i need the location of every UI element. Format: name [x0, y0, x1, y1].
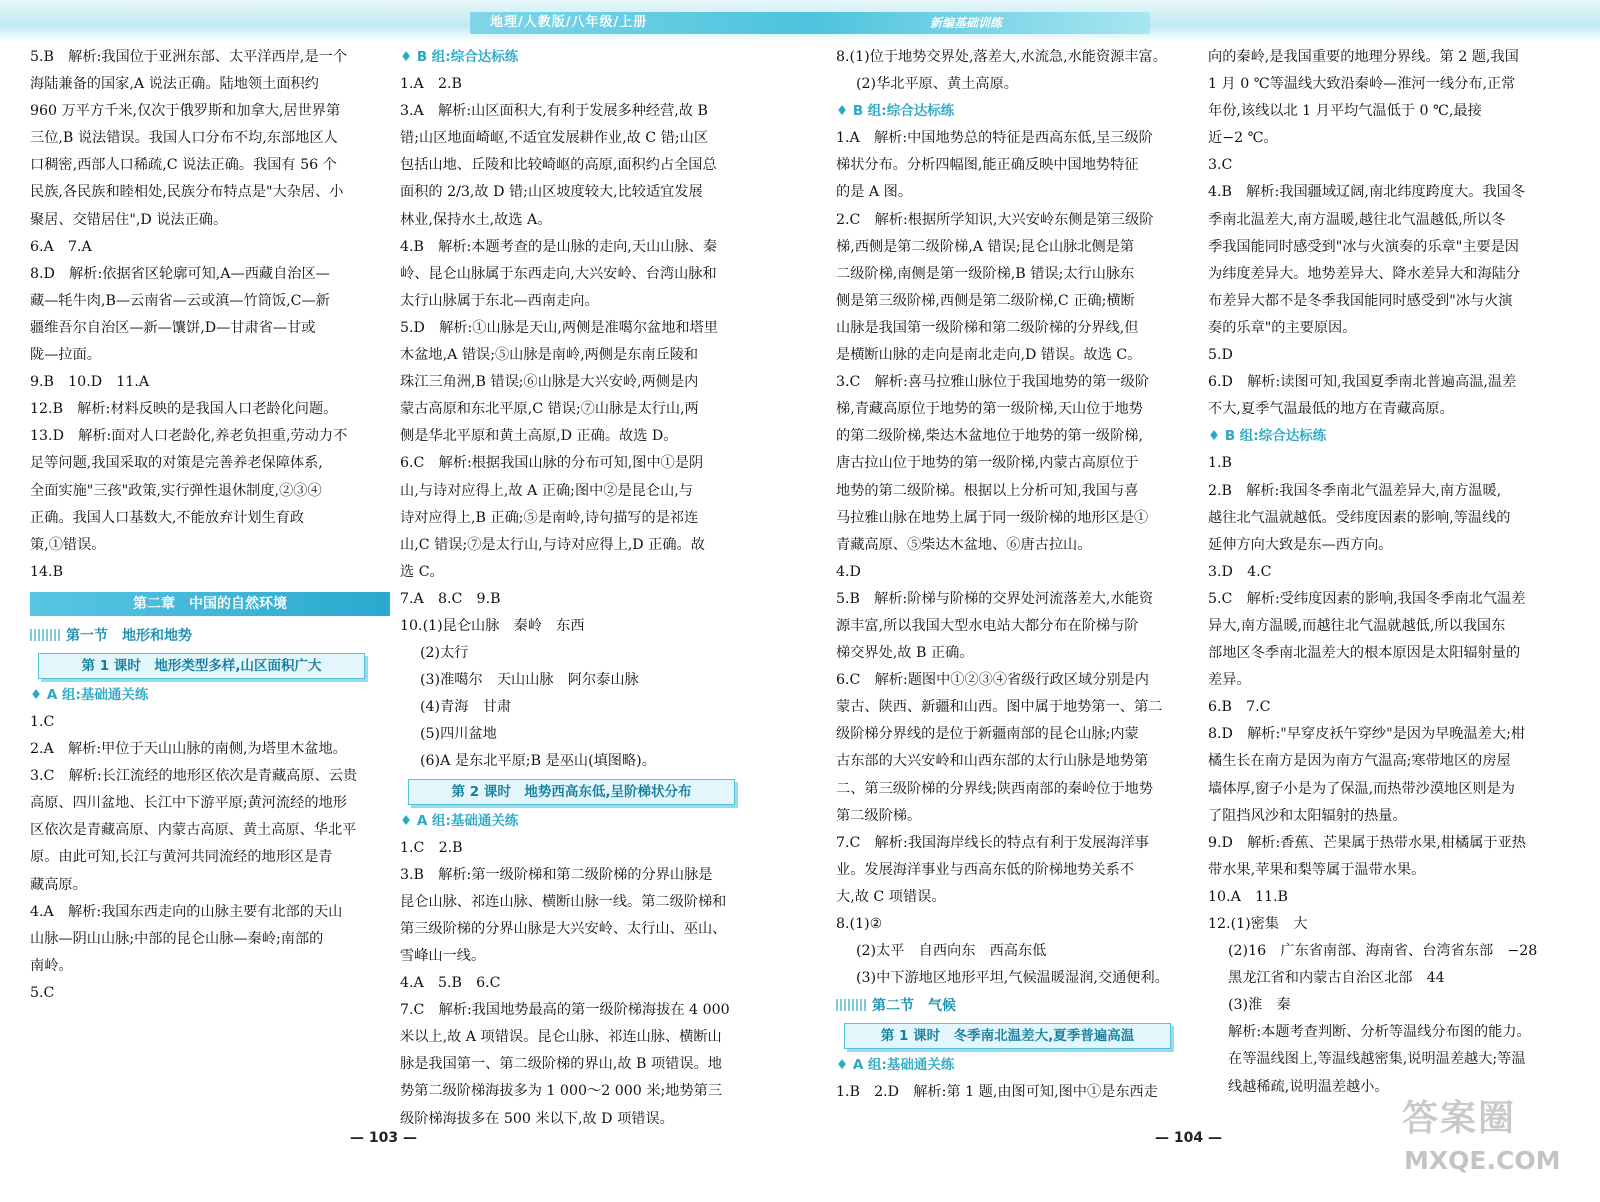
answer-line: 第二级阶梯。: [836, 807, 922, 824]
section-heading-1: [30, 622, 390, 650]
answer-line: 的第二级阶梯,柴达木盆地位于地势的第一级阶梯,: [836, 428, 1143, 445]
column-2: [400, 44, 762, 1133]
answer-line: 脉是我国第一、第二级阶梯的界山,故 B 项错误。地: [400, 1056, 722, 1073]
page-header-band: [0, 0, 1600, 42]
answer-line: 岭、昆仑山脉属于东西走向,大兴安岭、台湾山脉和: [400, 265, 717, 282]
answer-line: 藏高原。: [30, 876, 87, 893]
section-heading-2: [836, 992, 1194, 1020]
answer-line: 足等问题,我国采取的对策是完善养老保障体系,: [30, 455, 323, 472]
answer-line: 8.D 解析:"早穿皮袄午穿纱"是因为早晚温差大;柑: [1208, 726, 1526, 743]
answer-line: (4)青海 甘肃: [420, 699, 512, 716]
lesson-heading-1: 第 1 课时 地形类型多样,山区面积广大: [38, 653, 365, 679]
answer-line: 青藏高原、⑤柴达木盆地、⑥唐古拉山。: [836, 536, 1092, 553]
answer-line: 季我国能同时感受到"冰与火演奏的乐章"主要是因: [1208, 238, 1519, 255]
group-b-label-3: B 组:综合达标练: [1224, 428, 1327, 445]
answer-line: 橘生长在南方是因为南方气温高;寒带地区的房屋: [1208, 753, 1511, 770]
answer-line: 山脉—阴山山脉;中部的昆仑山脉—秦岭;南部的: [30, 930, 324, 947]
col1-answers: [30, 44, 390, 586]
answer-line: 9.B 10.D 11.A: [30, 374, 150, 391]
col1b-answers: [30, 709, 390, 1007]
answer-line: 年份,该线以北 1 月平均气温低于 0 ℃,最接: [1208, 103, 1482, 120]
answer-line: 季南北温差大,南方温暖,越往北气温越低,所以冬: [1208, 211, 1506, 228]
answer-line: 8.(1)位于地势交界处,落差大,水流急,水能资源丰富。: [836, 49, 1167, 65]
answer-line: 3.A 解析:山区面积大,有利于发展多种经营,故 B: [400, 103, 708, 120]
answer-line: 5.C 解析:受纬度因素的影响,我国冬季南北气温差: [1208, 590, 1526, 607]
answer-line: 马拉雅山脉在地势上属于同一级阶梯的地形区是①: [836, 509, 1149, 526]
group-a-label-3: A 组:基础通关练: [852, 1057, 955, 1074]
answer-line: 2.C 解析:根据所学知识,大兴安岭东侧是第三级阶: [836, 211, 1154, 228]
answer-line: 5.D 解析:①山脉是天山,两侧是准噶尔盆地和塔里: [400, 319, 718, 336]
section-title-1: 第一节 地形和地势: [66, 627, 192, 644]
answer-line: 南岭。: [30, 957, 73, 974]
answer-line: 为纬度差异大。地势差异大、降水差异大和海陆分: [1208, 265, 1521, 282]
answer-line: 4.B 解析:我国疆域辽阔,南北纬度跨度大。我国冬: [1208, 184, 1526, 201]
group-b-heading: ♦ B 组:综合达标练: [400, 49, 519, 65]
answer-line: 三位,B 说法错误。我国人口分布不均,东部地区人: [30, 130, 338, 147]
group-b-label-2: B 组:综合达标练: [852, 103, 955, 120]
answer-line: 第三级阶梯的分界山脉是大兴安岭、太行山、巫山、: [400, 920, 727, 937]
answer-line: 5.D: [1208, 347, 1233, 364]
answer-line: 6.B 7.C: [1208, 699, 1271, 716]
book-brand: 新编基础训练: [930, 16, 1003, 30]
answer-line: 异大,南方温暖,而越往北气温就越低,所以我国东: [1208, 617, 1506, 634]
chapter-heading: 第二章 中国的自然环境: [30, 592, 390, 616]
answer-line: 山,与诗对应得上,故 A 正确;图中②是昆仑山,与: [400, 482, 693, 499]
answer-line: 二级阶梯,南侧是第一级阶梯,B 错误;太行山脉东: [836, 265, 1135, 282]
answer-line: 10.A 11.B: [1208, 888, 1288, 905]
answer-line: 7.C 解析:我国地势最高的第一级阶梯海拔在 4 000: [400, 1002, 730, 1019]
answer-line: 雪峰山一线。: [400, 948, 486, 964]
answer-line: 1.C 2.B: [400, 839, 463, 856]
col3a-indented: [836, 71, 1194, 98]
answer-line: (2)太平 自西向东 西高东低: [856, 943, 1047, 960]
answer-line: 区依次是青藏高原、内蒙古高原、黄土高原、华北平: [30, 822, 357, 839]
answer-line: (2)16 广东省南部、海南省、台湾省东部 −28: [1228, 943, 1538, 960]
answer-line: 原。由此可知,长江与黄河共同流经的地形区是青: [30, 849, 333, 866]
answer-line: (3)中下游地区地形平坦,气候温暖湿润,交通便利。: [856, 970, 1169, 987]
page-number-right: — 104 —: [1155, 1130, 1222, 1146]
answer-line: 4.B 解析:本题考查的是山脉的走向,天山山脉、秦: [400, 238, 718, 255]
answer-line: 6.C 解析:根据我国山脉的分布可知,图中①是阴: [400, 455, 704, 472]
watermark-bottom: MXQE.COM: [1404, 1146, 1561, 1175]
watermark-top: 答案圈: [1402, 1098, 1517, 1139]
col3c-answers: [836, 1079, 1194, 1106]
answer-line: 1 月 0 ℃等温线大致沿秦岭—淮河一线分布,正常: [1208, 76, 1516, 93]
answer-line: 14.B: [30, 563, 63, 580]
answer-line: 1.A 解析:中国地势总的特征是西高东低,呈三级阶: [836, 130, 1153, 147]
group-a-label-2: A 组:基础通关练: [416, 812, 519, 829]
answer-line: 蒙古高原和东北平原,C 错误;⑦山脉是太行山,两: [400, 401, 699, 418]
lesson-heading-2: 第 2 课时 地势西高东低,呈阶梯状分布: [408, 779, 735, 805]
answer-line: 部地区冬季南北温差大的根本原因是太阳辐射量的: [1208, 645, 1521, 662]
answer-line: 8.(1)②: [836, 916, 883, 932]
answer-line: 延伸方向大致是东—西方向。: [1208, 536, 1393, 553]
section-title-2: 第二节 气候: [872, 998, 956, 1015]
answer-line: 墙体厚,窗子小是为了保温,而热带沙漠地区则是为: [1208, 780, 1515, 797]
answer-line: 级阶梯分界线的是位于新疆南部的昆仑山脉;内蒙: [836, 726, 1139, 743]
column-3: [836, 44, 1194, 1106]
answer-line: 梯交界处,故 B 正确。: [836, 645, 974, 662]
answer-line: 在等温线图上,等温线越密集,说明温差越大;等温: [1228, 1051, 1526, 1068]
answer-line: 侧是第三级阶梯,西侧是第二级阶梯,C 正确;横断: [836, 292, 1135, 309]
answer-line: 差异。: [1208, 672, 1251, 689]
column-4: [1208, 44, 1568, 1101]
answer-line: 诗对应得上,B 正确;⑤是南岭,诗句描写的是祁连: [400, 509, 699, 526]
answer-line: (3)准噶尔 天山山脉 阿尔泰山脉: [420, 672, 639, 689]
answer-line: 侧是华北平原和黄土高原,D 正确。故选 D。: [400, 428, 678, 445]
answer-line: 5.B 解析:我国位于亚洲东部、太平洋西岸,是一个: [30, 49, 348, 65]
group-b-heading-2: ♦ B 组:综合达标练: [836, 103, 955, 120]
answer-line: (5)四川盆地: [420, 726, 497, 743]
answer-line: 12.(1)密集 大: [1208, 916, 1308, 932]
answer-line: 2.B 解析:我国冬季南北气温差异大,南方温暖,: [1208, 482, 1502, 499]
answer-line: 向的秦岭,是我国重要的地理分界线。第 2 题,我国: [1208, 49, 1519, 65]
col2a-answers: [400, 71, 762, 640]
answer-line: 高原、四川盆地、长江中下游平原;黄河流经的地形: [30, 795, 347, 812]
answer-line: 级阶梯海拔多在 500 米以下,故 D 项错误。: [400, 1110, 674, 1127]
lesson-heading-3: 第 1 课时 冬季南北温差大,夏季普遍高温: [844, 1023, 1171, 1049]
answer-line: 昆仑山脉、祁连山脉、横断山脉一线。第二级阶梯和: [400, 893, 727, 910]
group-b-label: B 组:综合达标练: [416, 49, 519, 65]
answer-line: (2)太行: [420, 645, 469, 662]
answer-line: 蒙古、陕西、新疆和山西。图中属于地势第一、第二: [836, 699, 1163, 716]
answer-line: 奏的乐章"的主要原因。: [1208, 319, 1357, 336]
answer-line: 源丰富,所以我国大型水电站大都分布在阶梯与阶: [836, 617, 1139, 634]
watermark-logo: [1402, 1090, 1572, 1186]
answer-line: 珠江三角洲,B 错误;⑥山脉是大兴安岭,两侧是内: [400, 374, 699, 391]
col4-indented: [1208, 938, 1568, 1101]
answer-line: 是横断山脉的走向是南北走向,D 错误。故选 C。: [836, 347, 1142, 364]
answer-line: 不大,夏季气温最低的地方在青藏高原。: [1208, 401, 1454, 418]
answer-line: 5.C: [30, 984, 55, 1001]
answer-line: 古东部的大兴安岭和山西东部的太行山脉是地势第: [836, 753, 1149, 770]
answer-line: 5.B 解析:阶梯与阶梯的交界处河流落差大,水能资: [836, 590, 1154, 607]
col3b-answers: [836, 125, 1194, 938]
answer-line: 6.D 解析:读图可知,我国夏季南北普遍高温,温差: [1208, 374, 1517, 391]
group-b-heading-3: ♦ B 组:综合达标练: [1208, 428, 1327, 445]
answer-line: 4.A 5.B 6.C: [400, 975, 501, 992]
answer-line: 民族,各民族和睦相处,民族分布特点是"大杂居、小: [30, 184, 344, 201]
answer-line: 3.C: [1208, 157, 1233, 174]
answer-line: 大,故 C 项错误。: [836, 888, 946, 905]
section-bars-icon: [30, 629, 60, 641]
answer-line: 带水果,苹果和梨等属于温带水果。: [1208, 861, 1426, 878]
answer-line: 7.C 解析:我国海岸线长的特点有利于发展海洋事: [836, 834, 1149, 851]
answer-line: 选 C。: [400, 563, 444, 580]
answer-line: 的是 A 图。: [836, 184, 913, 201]
col4a-answers: [1208, 44, 1568, 423]
group-a-heading-2: ♦ A 组:基础通关练: [400, 812, 519, 829]
answer-line: 4.D: [836, 563, 861, 580]
answer-line: 山,C 错误;⑦是太行山,与诗对应得上,D 正确。故: [400, 536, 705, 553]
answer-line: 梯,青藏高原位于地势的第一级阶梯,天山位于地势: [836, 401, 1143, 418]
answer-line: 二、第三级阶梯的分界线;陕西南部的秦岭位于地势: [836, 780, 1153, 797]
answer-line: 海陆兼备的国家,A 说法正确。陆地领土面积约: [30, 76, 319, 93]
answer-line: 3.C 解析:长江流经的地形区依次是青藏高原、云贵: [30, 768, 358, 785]
answer-line: 了阻挡风沙和太阳辐射的热量。: [1208, 807, 1407, 824]
answer-line: 3.D 4.C: [1208, 563, 1272, 580]
answer-line: 2.A 解析:甲位于天山山脉的南侧,为塔里木盆地。: [30, 741, 347, 758]
answer-line: 疆维吾尔自治区—新—馕饼,D—甘肃省—甘或: [30, 319, 316, 336]
answer-line: 太行山脉属于东北—西南走向。: [400, 292, 599, 309]
book-title: 地理/人教版/八年级/上册: [490, 15, 648, 30]
answer-line: (2)华北平原、黄土高原。: [856, 76, 1018, 93]
answer-line: (6)A 是东北平原;B 是巫山(填图略)。: [420, 753, 656, 770]
answer-line: 面积的 2/3,故 D 错;山区坡度较大,比较适宜发展: [400, 184, 703, 201]
answer-line: 正确。我国人口基数大,不能放弃计划生育政: [30, 509, 305, 526]
col2b-answers: [400, 835, 762, 1133]
answer-line: 策,①错误。: [30, 536, 106, 553]
answer-line: 黑龙江省和内蒙古自治区北部 44: [1228, 970, 1445, 987]
col4b-answers: [1208, 450, 1568, 938]
answer-line: 7.A 8.C 9.B: [400, 590, 501, 607]
answer-line: 4.A 解析:我国东西走向的山脉主要有北部的天山: [30, 903, 343, 920]
answer-line: 米以上,故 A 项错误。昆仑山脉、祁连山脉、横断山: [400, 1029, 722, 1046]
page-number-left: — 103 —: [350, 1130, 417, 1146]
col3a-answers: [836, 44, 1194, 71]
answer-line: 9.D 解析:香蕉、芒果属于热带水果,柑橘属于亚热: [1208, 834, 1526, 851]
answer-line: 12.B 解析:材料反映的是我国人口老龄化问题。: [30, 401, 338, 418]
col3b-indented: [836, 938, 1194, 992]
answer-line: 地势的第二级阶梯。根据以上分析可知,我国与喜: [836, 482, 1139, 499]
section-bars-icon-2: [836, 999, 866, 1011]
answer-line: 3.C 解析:喜马拉雅山脉位于我国地势的第一级阶: [836, 374, 1149, 391]
answer-line: 6.C 解析:题图中①②③④省级行政区域分别是内: [836, 672, 1149, 689]
answer-line: 梯,西侧是第二级阶梯,A 错误;昆仑山脉北侧是第: [836, 238, 1135, 255]
group-a-label: A 组:基础通关练: [46, 686, 149, 703]
answer-line: 包括山地、丘陵和比较崎岖的高原,面积约占全国总: [400, 157, 717, 174]
answer-line: 错;山区地面崎岖,不适宜发展耕作业,故 C 错;山区: [400, 130, 709, 147]
answer-line: 陇—拉面。: [30, 347, 101, 364]
answer-line: 10.(1)昆仑山脉 秦岭 东西: [400, 617, 585, 634]
answer-line: 势第二级阶梯海拔多为 1 000～2 000 米;地势第三: [400, 1083, 723, 1100]
answer-line: 梯状分布。分析四幅图,能正确反映中国地势特征: [836, 157, 1139, 174]
answer-line: 唐古拉山位于地势的第一级阶梯,内蒙古高原位于: [836, 455, 1139, 472]
col2-indented-answers: [400, 640, 762, 775]
answer-line: 解析:本题考查判断、分析等温线分布图的能力。: [1228, 1024, 1531, 1041]
answer-line: (3)淮 秦: [1228, 997, 1291, 1014]
answer-line: 木盆地,A 错误;⑤山脉是南岭,两侧是东南丘陵和: [400, 347, 699, 364]
answer-line: 6.A 7.A: [30, 238, 92, 255]
answer-line: 13.D 解析:面对人口老龄化,养老负担重,劳动力不: [30, 428, 348, 445]
answer-line: 1.B 2.D 解析:第 1 题,由图可知,图中①是东西走: [836, 1084, 1158, 1101]
answer-line: 山脉是我国第一级阶梯和第二级阶梯的分界线,但: [836, 319, 1139, 336]
answer-line: 林业,保持水土,故选 A。: [400, 211, 552, 228]
answer-line: 8.D 解析:依据省区轮廓可知,A—西藏自治区—: [30, 265, 330, 282]
answer-line: 960 万平方千米,仅次于俄罗斯和加拿大,居世界第: [30, 103, 341, 120]
answer-line: 布差异大都不是冬季我国能同时感受到"冰与火演: [1208, 292, 1513, 309]
answer-line: 越往北气温就越低。受纬度因素的影响,等温线的: [1208, 509, 1511, 526]
answer-line: 口稠密,西部人口稀疏,C 说法正确。我国有 56 个: [30, 157, 337, 174]
group-a-heading: ♦ A 组:基础通关练: [30, 686, 149, 703]
column-1: [30, 44, 390, 1007]
answer-line: 1.B: [1208, 455, 1232, 472]
answer-line: 1.A 2.B: [400, 76, 462, 93]
answer-line: 1.C: [30, 713, 55, 730]
group-a-heading-3: ♦ A 组:基础通关练: [836, 1057, 955, 1074]
answer-line: 线越稀疏,说明温差越小。: [1228, 1078, 1389, 1095]
answer-line: 近−2 ℃。: [1208, 130, 1278, 147]
answer-line: 全面实施"三孩"政策,实行弹性退休制度,②③④: [30, 482, 322, 499]
answer-line: 藏—牦牛肉,B—云南省—云或滇—竹筒饭,C—新: [30, 292, 330, 309]
answer-line: 3.B 解析:第一级阶梯和第二级阶梯的分界山脉是: [400, 866, 713, 883]
answer-line: 业。发展海洋事业与西高东低的阶梯地势关系不: [836, 861, 1134, 878]
answer-line: 聚居、交错居住",D 说法正确。: [30, 211, 228, 228]
